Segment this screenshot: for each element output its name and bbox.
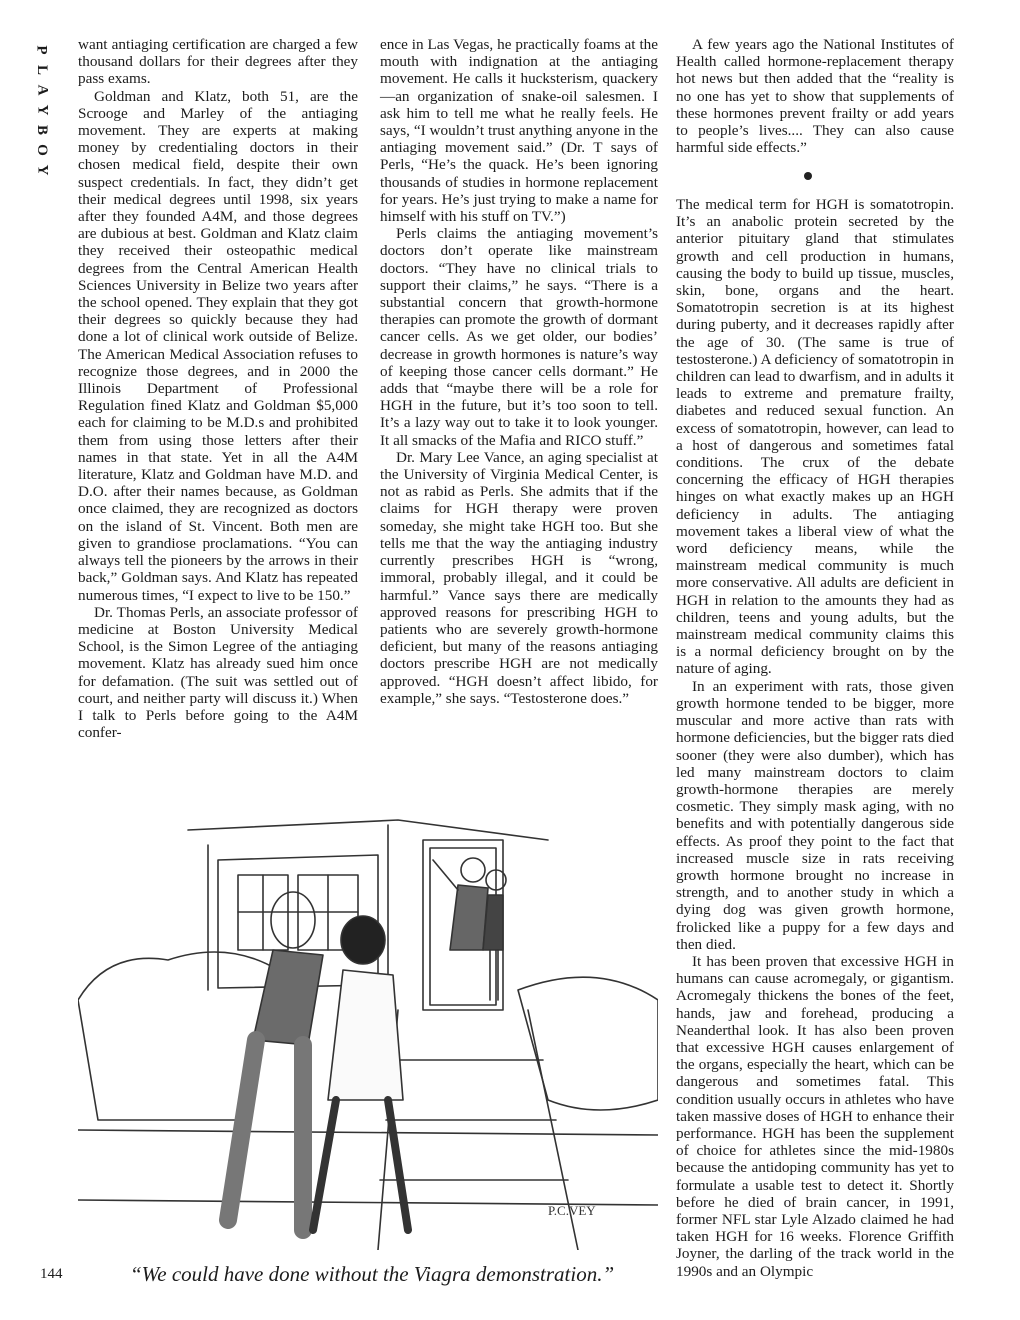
running-head-letter: O xyxy=(33,144,50,156)
running-head-letter: B xyxy=(33,124,50,136)
article-paragraph: want antiaging certification are charged a few thousand dollars for their degrees after they pass exams. xyxy=(78,36,358,88)
article-column-3 xyxy=(676,196,954,1280)
article-paragraph: Dr. Thomas Perls, an associate professor of medicine at Boston University Medical School, is the Simon Legree of the antiaging movement. Klatz has already sued him once for defamation. (The suit was settled out of court, and neither party will discuss it.) When I talk to Perls before going to the A4M confer- xyxy=(78,603,358,742)
cartoon-caption: “We could have done without the Viagra demonstration.” xyxy=(130,1262,615,1286)
article-paragraph: ence in Las Vegas, he practically foams at the mouth with indignation at the antiaging movement. He calls it hucksterism, quackery—an organization of snake-oil salesmen. I ask him to tell me what he really feels. He says, “I wouldn’t trust anything anyone in the antiaging movement said.” (Dr. T says of Perls, “He’s the quack. He’s been ignoring thousands of studies in hormone replacement for years. He’s just trying to make a name for himself with his stuff on TV.”) xyxy=(380,36,658,226)
page-number: 144 xyxy=(40,1266,63,1282)
artist-signature: P.C.VEY xyxy=(548,1203,596,1218)
article-paragraph: The medical term for HGH is somatotropin. It’s an anabolic protein secreted by the anterior pituitary gland that stimulates growth and cell production in humans, causing the body to build up tissue, muscles, skin, bone, organs and the heart. Somatotropin secretion is at its highest during puberty, and it decreases rapidly after the age of 30. (The same is true of testosterone.) A deficiency of somatotropin in children can lead to dwarfism, and in adults it leads to extreme and premature frailty, diabetes and reduced sexual function. An excess of somatotropin, however, can lead to a host of dangerous and sometimes fatal conditions. The crux of the debate concerning the efficacy of HGH therapies hinges on what exactly makes up an HGH deficiency in adults. The antiaging movement takes a liberal view of what the word deficiency means, while the mainstream medical community is much more conservative. All adults are deficient in HGH in relation to the amounts they had as children, teens and young adults, but the mainstream medical community claims this is a normal deficiency brought on by the nature of aging. xyxy=(676,196,954,678)
running-head xyxy=(30,40,54,180)
running-head-letter: Y xyxy=(34,164,50,176)
running-head-letter: P xyxy=(33,45,50,55)
article-paragraph: Goldman and Klatz, both 51, are the Scrooge and Marley of the antiaging movement. They are experts at making money by credentialing doctors in their chosen medical field, despite their own suspect credentials. In fact, they didn’t get their medical degrees until 1998, six years after they founded A4M, and those degrees are dubious at best. Goldman and Klatz claim they received their osteopathic medical degrees from the Central American Health Sciences University in Belize two years after the school opened. They explain that they got their degrees so quickly because they had done a lot of clinical work outside of Belize. The American Medical Association refuses to recognize those degrees, and in 2000 the Illinois Department of Professional Regulation fined Klatz and Goldman $5,000 each for claiming to be M.D.s and prohibited them from using those letters after their names in that state. Yet in all the A4M literature, Klatz and Goldman have M.D. and D.O. after their names because, as Goldman once claimed, they are recognized as doctors on the island of St. Vincent. Both men are given to grandiose proclamations. “You can always tell the pioneers by the arrows in their back,” Goldman says. And Klatz has repeated numerous times, “I expect to live to be 150.” xyxy=(78,87,358,604)
article-column-1 xyxy=(78,36,358,741)
article-column-2 xyxy=(380,36,658,707)
article-paragraph: Perls claims the antiaging movement’s doctors don’t operate like mainstream doctors. “They have no clinical trials to support their claims,” he says. “There is a substantial concern that growth-hormone therapies can promote the growth of dormant cancer cells. As we get older, our bodies’ decrease in growth hormones is nature’s way of keeping those cancer cells dormant.” He adds that “maybe there will be a role for HGH in the future, but it’s too soon to tell. It’s a lazy way out to take it to look younger. It all smacks of the Mafia and RICO stuff.” xyxy=(380,225,658,449)
article-column-3-top xyxy=(676,36,954,156)
article-paragraph: A few years ago the National Institutes of Health called hormone-replacement therapy hot news but then added that the “reality is no one has yet to show that supplements of these hormones prevent frailty or add years to people’s lives.... They can also cause harmful side effects.” xyxy=(676,36,954,157)
running-head-letter: L xyxy=(33,64,50,76)
article-paragraph: Dr. Mary Lee Vance, an aging specialist at the University of Virginia Medical Center, is not as rabid as Perls. She admits that if the claims for HGH therapy were proven someday, she might take HGH too. But she tells me that the way the antiaging industry currently prescribes HGH is “wrong, immoral, probably illegal, and it could be harmful.” Vance says there are medically approved reasons for prescribing HGH to patients who are severely growth-hormone deficient, but many of the reasons antiaging doctors prescribe HGH are not medically approved. “HGH doesn’t affect libido, for example,” she says. “Testosterone does.” xyxy=(380,448,658,707)
cartoon-illustration xyxy=(78,800,658,1250)
article-paragraph: It has been proven that excessive HGH in humans can cause acromegaly, or gigantism. Acromegaly thickens the bones of the feet, hands, jaw and forehead, producing a Neanderthal look. It has also been proven that excessive HGH causes enlargement of the organs, especially the heart, which can be dangerous and sometimes fatal. This condition usually occurs in athletes who have taken massive doses of HGH to enhance their performance. HGH has been the supplement of choice for athletes since the mid-1980s because the antidoping community has yet to formulate a usable test to detect it. Shortly before he died of brain cancer, in 1991, former NFL star Lyle Alzado claimed he had taken HGH for 16 weeks. Florence Griffith Joyner, the darling of the track world in the 1990s and an Olympic xyxy=(676,952,954,1280)
section-break-bullet xyxy=(804,172,812,180)
running-head-letter: Y xyxy=(34,104,50,116)
running-head-letter: A xyxy=(34,84,50,96)
article-paragraph: In an experiment with rats, those given growth hormone tended to be bigger, more muscular and more active than rats with hormone deficiencies, but the bigger rats died sooner (they were also dumber), which has led many mainstream doctors to claim growth-hormone therapies are merely cosmetic. They simply mask aging, with no benefits and with potentially dangerous side effects. As proof they point to the fact that increased muscle size in rats receiving growth hormone brought no increase in strength, and to another study in which a dying dog was given growth hormone, frolicked like a puppy for a few days and then died. xyxy=(676,677,954,953)
